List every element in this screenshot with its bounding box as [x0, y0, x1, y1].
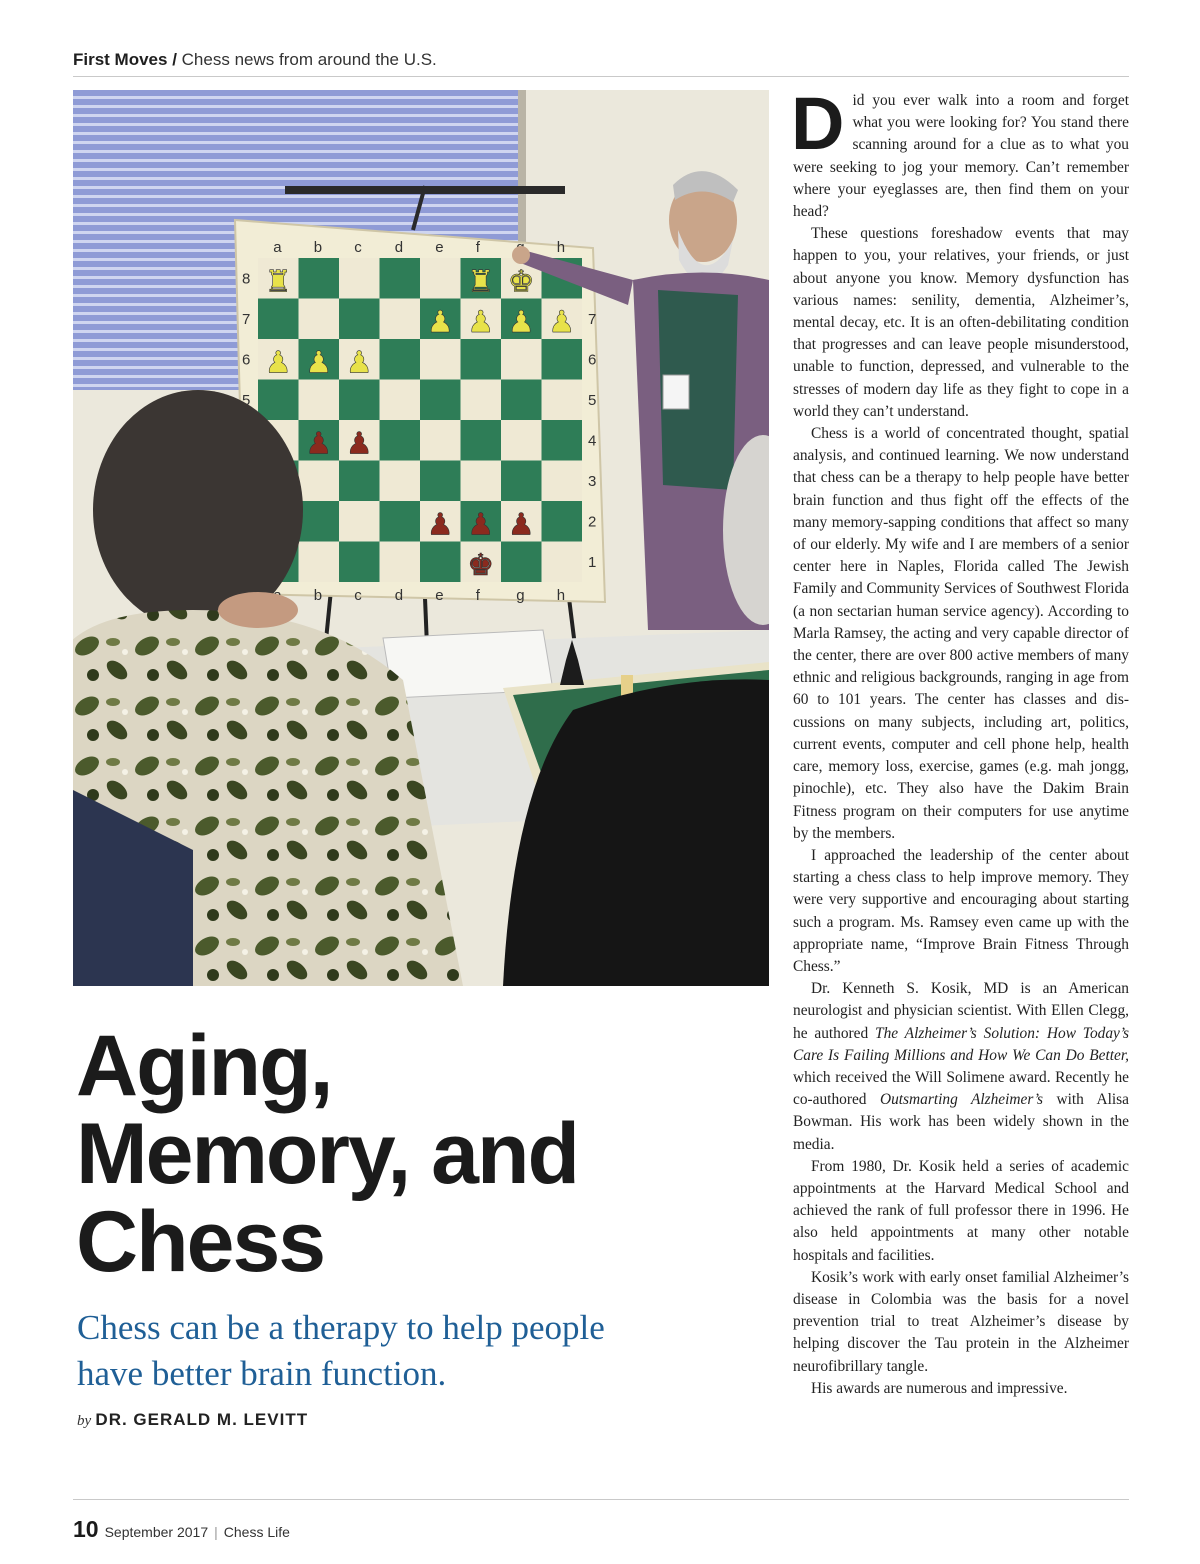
board-square [380, 461, 421, 502]
board-square [501, 339, 542, 380]
article-photo [73, 90, 769, 986]
magazine-name: Chess Life [223, 1524, 290, 1540]
board-square [420, 339, 461, 380]
board-file-label: f [475, 587, 480, 604]
article-title [76, 1018, 716, 1290]
chess-king-icon: ♚ [507, 264, 535, 300]
board-file-label: b [313, 587, 323, 604]
board-square [339, 380, 380, 421]
board-square [339, 299, 380, 340]
board-rank-label: 1 [588, 553, 597, 571]
body-paragraph: These questions foreshadow events that may happen to you, your relatives, your friends, or just about anyone you know. Memory dysfunction has various names: senility, dementia, Alzheimer’s, mental decay, etc. It is an often-debilitating condition that progresses and can leave people misunderstood, unable to function, depressed, and vulnerable to the stresses of modern day life as they fight to cope in a world they can’t understand. [793, 225, 1129, 420]
board-square [380, 339, 421, 380]
board-square [542, 501, 583, 542]
board-square [380, 501, 421, 542]
chess-pawn-icon: ♟ [345, 426, 373, 462]
paragraph-text: id you ever walk into a room and forget what you were looking for? You stand there scanning around for a clue as to what you were seeking to jog your memory. Can’t remember where your eyeglasses are, then find them on your head? [793, 92, 1129, 221]
board-file-label: d [394, 587, 404, 604]
board-square [501, 380, 542, 421]
board-square [461, 339, 502, 380]
body-paragraph: Kosik’s work with early onset familial Alzheimer’s disease in Colombia was the basis for a novel prevention trial to treat Alzheimer’s disease by helping discover the Tau protein in the Alzheimer neurofibrillary tangle. [793, 1268, 1129, 1375]
body-paragraph [793, 978, 1129, 1156]
board-rank-label: 7 [588, 310, 597, 328]
board-square [420, 542, 461, 583]
board-square [461, 420, 502, 461]
board-rank-label: 2 [588, 513, 597, 531]
body-paragraph [791, 82, 1129, 223]
chess-pawn-icon: ♟ [467, 507, 495, 543]
board-square [380, 299, 421, 340]
board-square [420, 461, 461, 502]
board-file-label: g [516, 587, 525, 604]
board-square [299, 501, 340, 542]
byline-prefix: by [77, 1413, 92, 1429]
board-rank-label: 6 [242, 351, 251, 369]
body-paragraph: His awards are numerous and impressive. [811, 1379, 1068, 1397]
issue-date: September 2017 [104, 1524, 209, 1540]
author-name: DR. GERALD M. LEVITT [95, 1410, 309, 1429]
drop-cap: D [791, 82, 845, 165]
board-rank-label: 7 [242, 310, 251, 328]
board-square [299, 299, 340, 340]
chess-rook-icon: ♜ [264, 264, 292, 300]
board-square [339, 542, 380, 583]
board-file-label: b [313, 239, 323, 256]
board-square [339, 258, 380, 299]
paragraph-text: Dr. Kenneth S. Kosik, MD is an American neurologist and physician scientist. With Ellen Clegg, he authored [793, 980, 1129, 1042]
title-line: Chess [76, 1194, 325, 1290]
board-square [542, 542, 583, 583]
board-square [461, 461, 502, 502]
board-square [380, 258, 421, 299]
board-square [339, 461, 380, 502]
board-square [299, 258, 340, 299]
board-square [299, 542, 340, 583]
board-square [420, 420, 461, 461]
body-column [791, 82, 1130, 1490]
chess-king-icon: ♚ [467, 548, 495, 583]
board-square [501, 461, 542, 502]
board-file-label: f [475, 239, 480, 256]
board-square [501, 420, 542, 461]
chess-pawn-icon: ♟ [426, 305, 454, 340]
board-square [542, 461, 583, 502]
board-square [380, 420, 421, 461]
board-rank-label: 5 [588, 391, 597, 409]
board-square [420, 258, 461, 299]
board-square [299, 461, 340, 502]
paragraph-text: which received the Will Solimene award. Recently he co-authored [793, 1068, 1129, 1109]
running-header [73, 50, 1129, 74]
title-line: Memory, and [76, 1106, 579, 1202]
chess-pawn-icon: ♟ [507, 507, 535, 543]
body-paragraph: From 1980, Dr. Kosik held a series of academic appointments at the Harvard Medical School and achieved the rank of full professor there in 1996. He also held appointments at many other notable hospitals and facilities. [793, 1157, 1129, 1264]
byline [77, 1410, 308, 1430]
board-file-label: a [273, 239, 282, 256]
paragraph-text: with Alisa Bowman. His work has been widely shown in the media. [793, 1091, 1129, 1153]
chess-pawn-icon: ♟ [345, 345, 373, 381]
board-rank-label: 3 [588, 472, 597, 490]
chess-pawn-icon: ♟ [467, 305, 495, 340]
body-paragraph: Chess is a world of concentrated thought, spatial analysis, and continued learning. We now understand that chess can be a therapy to help people have better brain function and thus fight off the effects of the many memory-sapping conditions that affect so many of our elderly. My wife and I are members of a senior center here in Naples, Florida called The Jewish Family and Community Services of Southwest Florida (a non sectarian human service agency). According to Marla Ramsey, the acting and very capable director of the center, there are over 800 active members of many ethnic and religious backgrounds, ranging in age from 60 to 101 years. The center has classes and discussions on many subjects, including art, politics, current events, computer and cell phone help, health care, memory loss, exercise, games (e.g. mah jongg, pinochle), etc. They also have the Dakim Brain Fitness program on their computers for use anytime by the members. [793, 425, 1130, 842]
board-square [420, 380, 461, 421]
board-file-label: e [435, 239, 444, 256]
chess-pawn-icon: ♟ [426, 507, 454, 543]
board-square [380, 380, 421, 421]
board-square [339, 501, 380, 542]
chess-pawn-icon: ♟ [548, 305, 576, 340]
chess-class-illustration [73, 90, 769, 986]
board-square [501, 542, 542, 583]
board-square [299, 380, 340, 421]
board-file-label: d [394, 239, 404, 256]
board-file-label: e [435, 587, 444, 604]
board-square [258, 299, 299, 340]
board-square [542, 380, 583, 421]
section-label: First Moves / [73, 50, 177, 69]
chess-pawn-icon: ♟ [507, 305, 535, 340]
board-file-label: h [556, 239, 566, 256]
board-file-label: c [354, 239, 362, 256]
chess-pawn-icon: ♟ [264, 345, 292, 381]
article-deck [77, 1305, 717, 1397]
board-file-label: c [354, 587, 362, 604]
chess-pawn-icon: ♟ [305, 426, 333, 462]
section-subtitle: Chess news from around the U.S. [181, 50, 437, 69]
board-square [542, 420, 583, 461]
board-rank-label: 6 [588, 351, 597, 369]
page-footer [73, 1516, 290, 1543]
board-rank-label: 8 [242, 270, 251, 288]
deck-line: Chess can be a therapy to help people [77, 1308, 605, 1347]
board-square [461, 380, 502, 421]
footer-rule [73, 1499, 1129, 1500]
board-rank-label: 4 [588, 432, 597, 450]
board-square [380, 542, 421, 583]
footer-separator: | [214, 1524, 218, 1540]
board-file-label: h [556, 587, 566, 604]
page-number: 10 [73, 1516, 99, 1542]
body-paragraph: I approached the leadership of the center about starting a chess class to help improve memory. They were very supportive and encouraging about starting such a program. Ms. Ramsey even came up with the appropriate name, “Improve Brain Fitness Through Chess.” [793, 846, 1129, 975]
deck-line: have better brain function. [77, 1354, 447, 1393]
board-rank-label: 5 [242, 391, 251, 409]
book-title: Outsmarting Alzheimer’s [879, 1091, 1044, 1109]
board-square [258, 380, 299, 421]
chess-rook-icon: ♜ [467, 264, 495, 300]
book-title: The Alzheimer’s Solution: How Today’s Care Is Failing Millions and How We Can Do Better, [793, 1024, 1129, 1064]
title-line: Aging, [76, 1018, 332, 1114]
chess-pawn-icon: ♟ [305, 345, 333, 381]
board-square [542, 339, 583, 380]
header-rule [73, 76, 1129, 77]
